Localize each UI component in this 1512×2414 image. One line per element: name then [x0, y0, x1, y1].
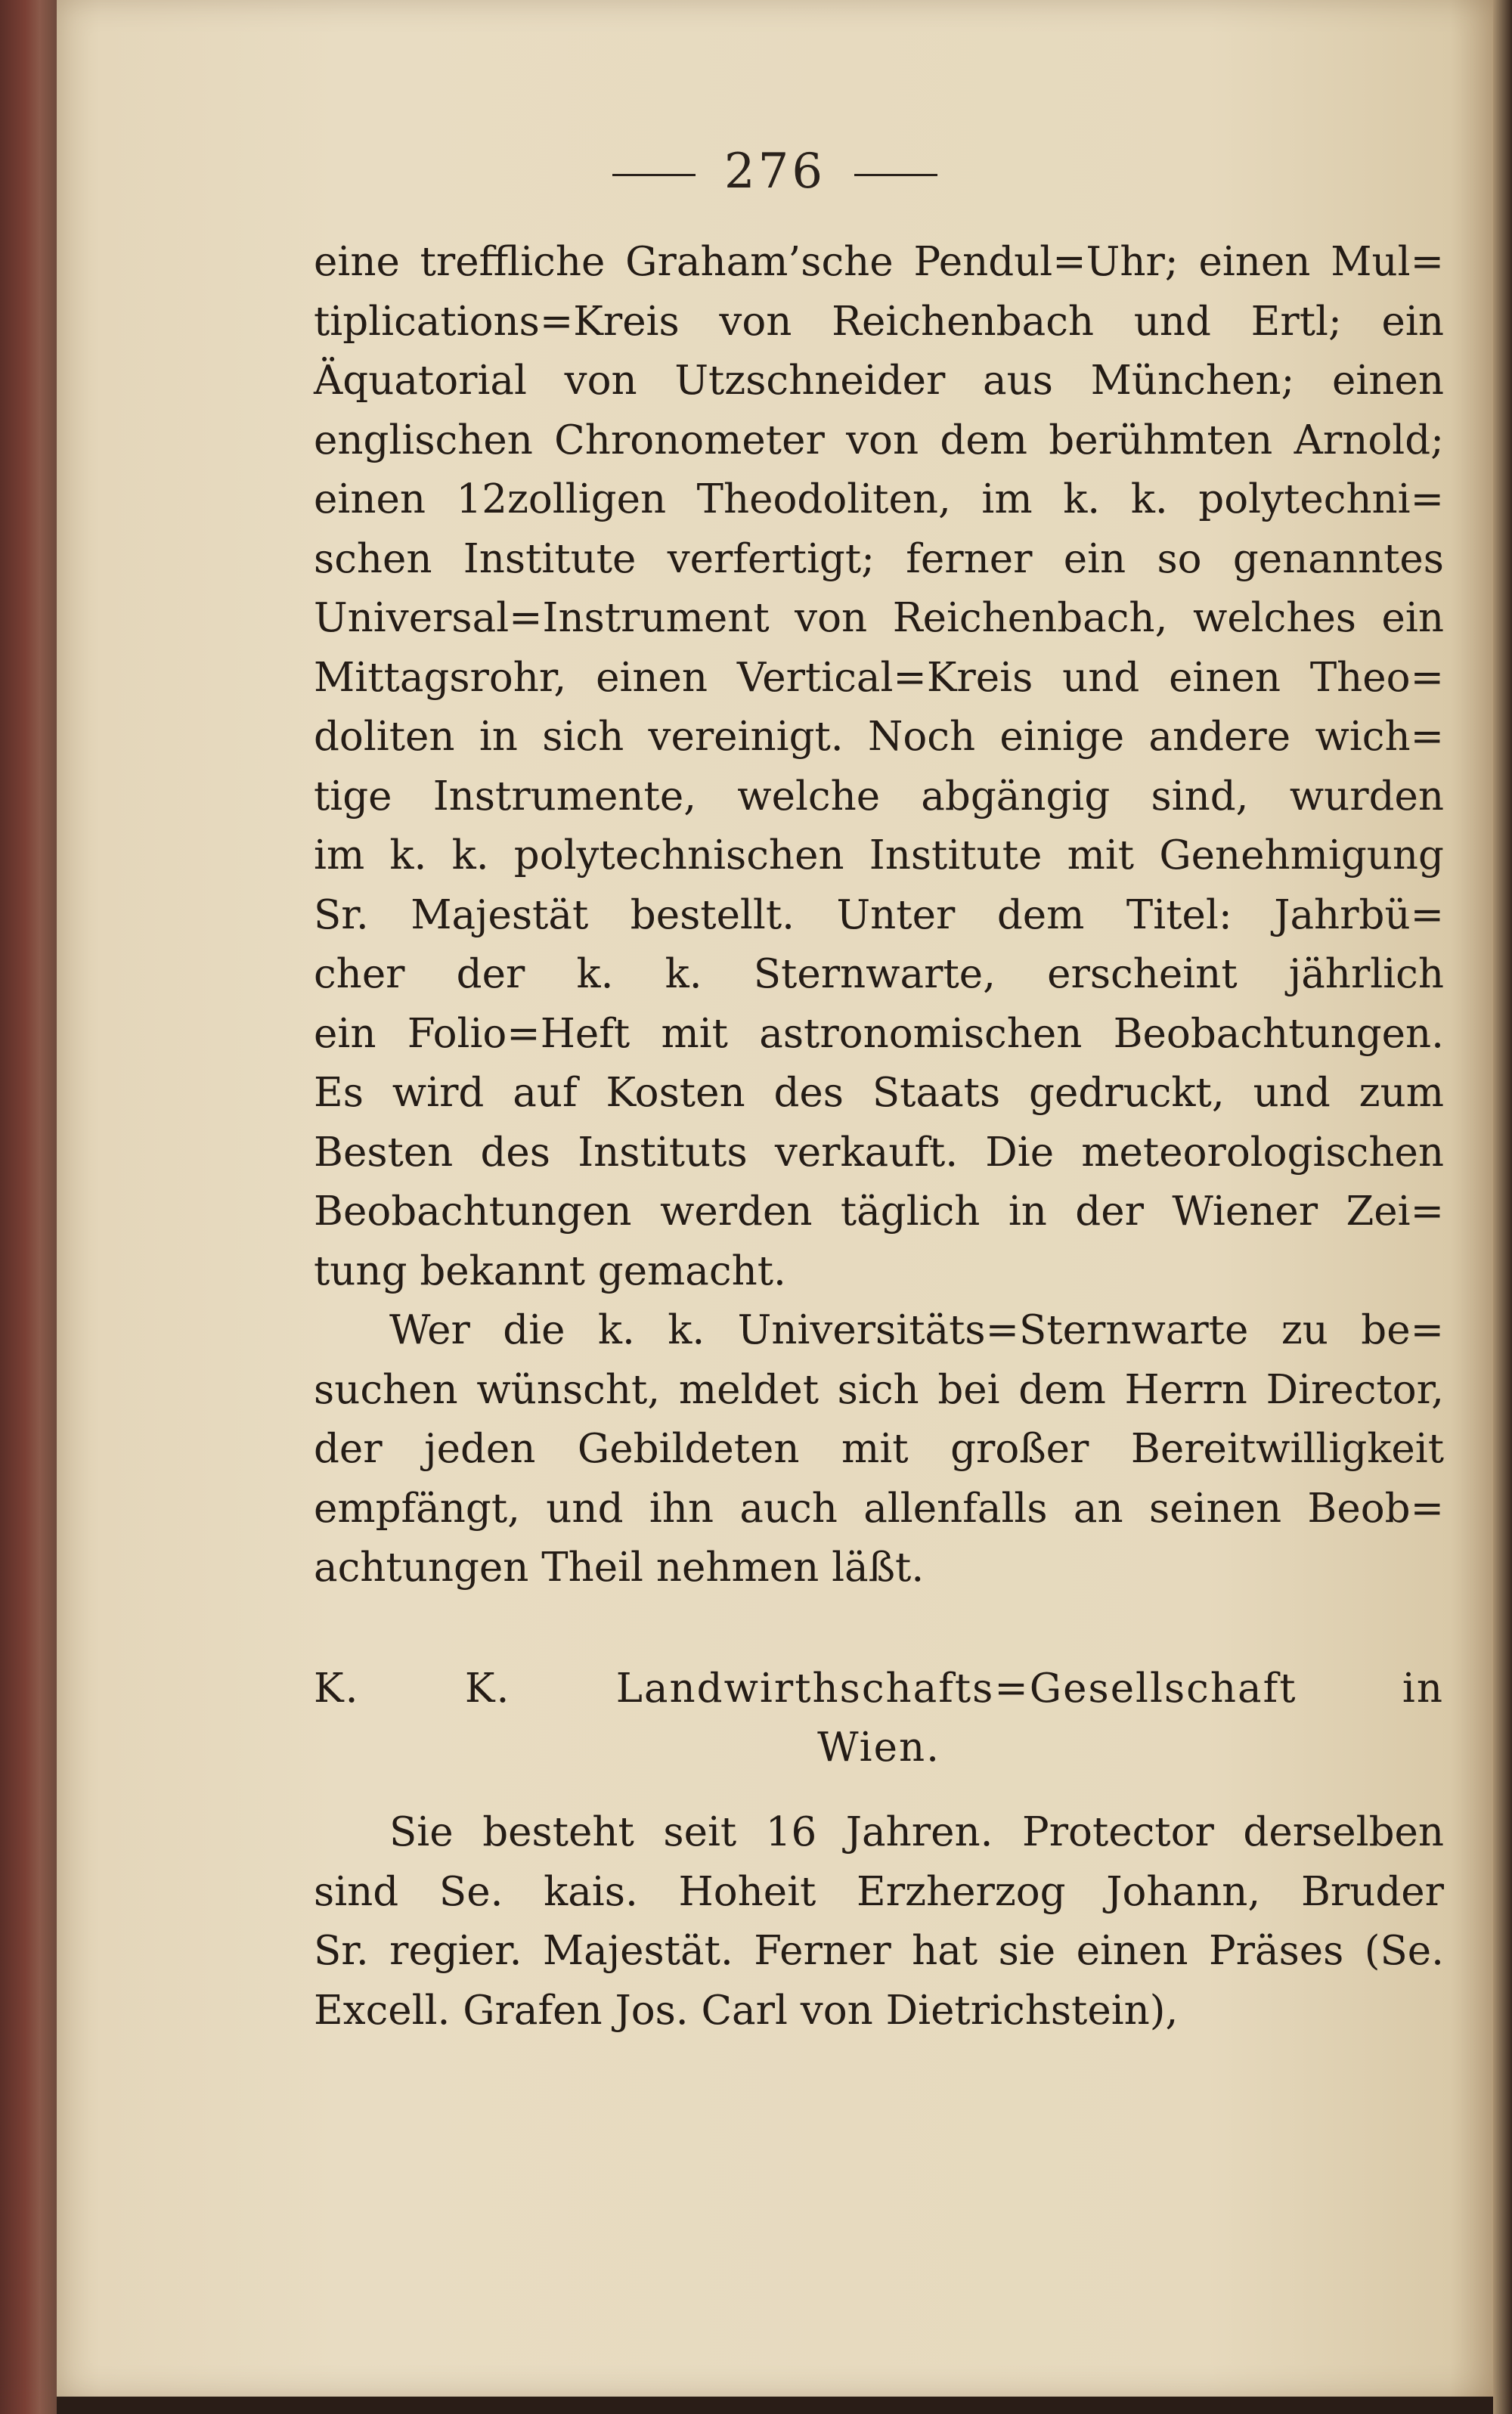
text-line: der jeden Gebildeten mit großer Bereitwilligkeit [314, 1426, 1444, 1472]
text-line: englischen Chronometer von dem berühmten Arnold; [314, 417, 1444, 463]
text-line: ein Folio=Heft mit astronomischen Beobachtungen. [314, 1010, 1444, 1057]
page-number-header [57, 144, 1493, 200]
text-line: tiplications=Kreis von Reichenbach und Ertl; ein [314, 298, 1444, 345]
text-line: Universal=Instrument von Reichenbach, welches ein [314, 595, 1444, 641]
text-line: Wer die k. k. Universitäts=Sternwarte zu be= [389, 1307, 1444, 1353]
text-line: achtungen Theil nehmen läßt. [314, 1545, 925, 1591]
heading-line-2: Wien. [817, 1725, 940, 1771]
text-line: tung bekannt gemacht. [314, 1247, 786, 1294]
text-line: Äquatorial von Utzschneider aus München; einen [314, 358, 1444, 404]
book-spine [0, 0, 57, 2414]
text-line: Beobachtungen werden täglich in der Wiener Zei= [314, 1188, 1444, 1235]
body-text-paragraph-1 [314, 233, 1444, 1598]
body-text-paragraph-3 [314, 1803, 1444, 2041]
text-line: cher der k. k. Sternwarte, erscheint jährlich [314, 951, 1444, 997]
text-line: sind Se. kais. Hoheit Erzherzog Johann, Bruder [314, 1868, 1444, 1915]
text-line: Excell. Grafen Jos. Carl von Dietrichstein), [314, 1987, 1179, 2034]
text-line: Besten des Instituts verkauft. Die meteorologischen [314, 1129, 1444, 1176]
text-line: empfängt, und ihn auch allenfalls an seinen Beob= [314, 1485, 1444, 1532]
text-line: Sr. Majestät bestellt. Unter dem Titel: Jahrbü= [314, 891, 1444, 938]
right-dash [854, 174, 937, 176]
left-dash [612, 174, 696, 176]
text-line: Es wird auf Kosten des Staats gedruckt, und zum [314, 1070, 1444, 1116]
text-line: eine treffliche Graham’sche Pendul=Uhr; einen Mul= [314, 239, 1444, 285]
section-heading [314, 1659, 1444, 1777]
text-line: einen 12zolligen Theodoliten, im k. k. polytechni= [314, 476, 1444, 522]
text-line: doliten in sich vereinigt. Noch einige andere wich= [314, 714, 1444, 760]
text-line: suchen wünscht, meldet sich bei dem Herrn Director, [314, 1366, 1444, 1413]
text-line: Sie besteht seit 16 Jahren. Protector derselben [389, 1809, 1444, 1855]
text-line: schen Institute verfertigt; ferner ein so genanntes [314, 535, 1444, 582]
page-edge [1493, 0, 1512, 2414]
book-page [57, 0, 1493, 2397]
page-number: 276 [723, 144, 826, 200]
heading-line-1: K. K. Landwirthschafts=Gesellschaft in [314, 1666, 1444, 1712]
text-line: Sr. regier. Majestät. Ferner hat sie einen Präses (Se. [314, 1928, 1444, 1974]
text-line: im k. k. polytechnischen Institute mit Genehmigung [314, 832, 1444, 879]
text-line: Mittagsrohr, einen Vertical=Kreis und einen Theo= [314, 654, 1444, 701]
text-line: tige Instrumente, welche abgängig sind, wurden [314, 773, 1444, 820]
